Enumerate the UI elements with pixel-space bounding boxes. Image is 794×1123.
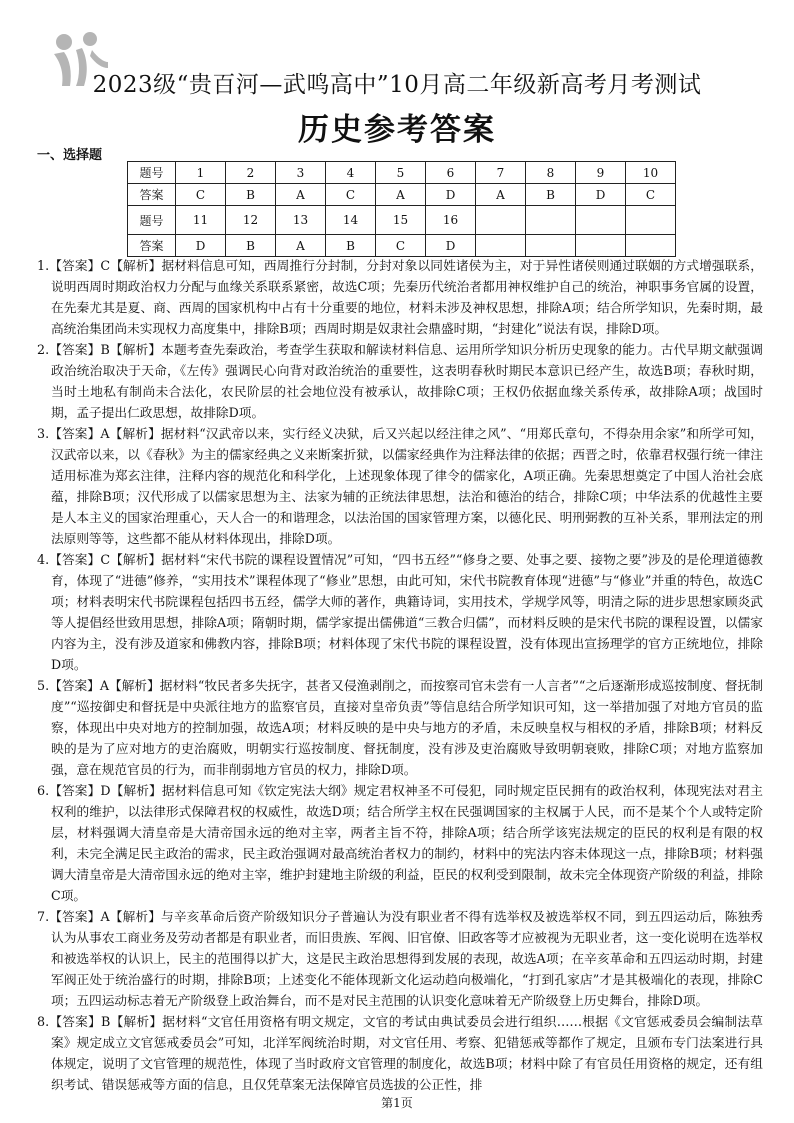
table-cell: 10 [626,162,676,184]
answer-table [127,161,676,257]
table-cell: D [176,235,226,257]
table-cell [576,235,626,257]
table-row [128,162,676,184]
explanation-item: 8.【答案】B【解析】据材料“文官任用资格有明文规定，文官的考试由典试委员会进行组织……根据《文官惩戒委员会编制法草案》规定成立文官惩戒委员会”可知，北洋军阀统治时期，对文官任用、考察、犯错惩戒等都作了规定，且颁布专门法案进行具体规定，说明了文官管理的规范性，体现了当时政府文官管理的制度化，故选B项；材料中除了有官员任用资格的规定，还有组织考试、错误惩戒等方面的信息，且仅凭草案无法保障官员选拔的公正性，排 [37,1014,763,1092]
table-cell: A [476,184,526,206]
table-cell [626,206,676,235]
table-cell: 15 [376,206,426,235]
table-cell: D [576,184,626,206]
table-cell [526,235,576,257]
table-row [128,235,676,257]
table-cell: B [226,184,276,206]
table-cell [576,206,626,235]
table-cell: 2 [226,162,276,184]
table-cell: 14 [326,206,376,235]
table-cell: D [426,235,476,257]
table-cell: 11 [176,206,226,235]
table-cell: C [626,184,676,206]
table-cell: C [326,184,376,206]
table-cell: 8 [526,162,576,184]
table-cell: 6 [426,162,476,184]
explanation-item: 4.【答案】C【解析】据材料“宋代书院的课程设置情况”可知，“四书五经”“修身之要、处事之要、接物之要”涉及的是伦理道德教育，体现了“进德”修养，“实用技术”课程体现了“修业”思想，由此可知，宋代书院教育体现“进德”与“修业”并重的特色，故选C项；材料表明宋代书院课程包括四书五经，儒学大师的著作，典籍诗词，实用技术，学规学风等，明清之际的进步思想家顾炎武等人提倡经世致用思想，排除A项；隋朝时期，儒学家提出儒佛道“三教合归儒”，而材料反映的是宋代书院的课程设置，以儒家内容为主，没有涉及道家和佛教内容，排除B项；材料体现了宋代书院的课程设置，没有体现出宣扬理学的官方正统地位，排除D项。 [37,552,763,672]
table-cell: 9 [576,162,626,184]
table-cell: B [526,184,576,206]
section-label: 一、选择题 [37,148,103,163]
table-row [128,206,676,235]
table-cell [476,235,526,257]
explanation-item: 1.【答案】C【解析】据材料信息可知，西周推行分封制，分封对象以同姓诸侯为主，对于异性诸侯则通过联姻的方式增强联系，说明西周时期政治权力分配与血缘关系联系紧密，故选C项；先秦历代统治者都用神权维护自己的统治，神职事务官属的设置，在先秦尤其是夏、商、西周的国家机构中占有十分重要的地位，材料未涉及神权思想，排除A项；结合所学知识，先秦时期，最高统治集团尚未实现权力高度集中，排除B项；西周时期是奴隶社会鼎盛时期，“封建化”说法有误，排除D项。 [37,258,763,336]
table-row [128,184,676,206]
table-cell [626,235,676,257]
row-label: 答案 [128,235,176,257]
page-subtitle: 历史参考答案 [298,112,496,148]
table-cell: B [226,235,276,257]
answer-explanations [37,255,763,1095]
table-cell [476,206,526,235]
table-cell: A [376,184,426,206]
row-label: 答案 [128,184,176,206]
explanation-item: 7.【答案】A【解析】与辛亥革命后资产阶级知识分子普遍认为没有职业者不得有选举权及被选举权不同，到五四运动后，陈独秀认为从事农工商业务及劳动者都是有职业者，而旧贵族、军阀、旧官僚、旧政客等才应被视为无职业者，这一变化说明在选举权和被选举权的认识上，民主的范围得以扩大，这是民主政治思想得到发展的表现，故选A项；在辛亥革命和五四运动时期，封建军阀正处于统治盛行的时期，排除B项；上述变化不能体现新文化运动趋向极端化，“打到孔家店”才是其极端化的表现，排除C项；五四运动标志着无产阶级登上政治舞台，而不是对民主范围的认识变化意味着无产阶级登上历史舞台，排除D项。 [37,909,763,1008]
table-cell: 1 [176,162,226,184]
row-label: 题号 [128,206,176,235]
table-cell: A [276,235,326,257]
table-cell: C [176,184,226,206]
explanation-item: 5.【答案】A【解析】据材料“牧民者多失抚字，甚者又侵渔剥削之，而按察司官未尝有一人言者”“之后逐渐形成巡按制度、督抚制度”“巡按御史和督抚是中央派往地方的监察官员，直接对皇帝负责”等信息结合所学知识可知，这一举措加强了对地方官员的监察，体现出中央对地方的控制加强，故选A项；材料反映的是中央与地方的矛盾，未反映皇权与相权的矛盾，排除B项；材料反映的是为了应对地方的吏治腐败，明朝实行巡按制度、督抚制度，没有涉及吏治腐败导致明朝衰败，排除C项；对地方监察加强，意在规范官员的行为，而非削弱地方官员的权力，排除D项。 [37,678,763,777]
table-cell: 7 [476,162,526,184]
page-number: 第1页 [381,1096,413,1110]
table-cell: 16 [426,206,476,235]
table-cell: 4 [326,162,376,184]
table-cell: 12 [226,206,276,235]
table-cell: B [326,235,376,257]
row-label: 题号 [128,162,176,184]
table-cell: C [376,235,426,257]
explanation-item: 3.【答案】A【解析】据材料“汉武帝以来，实行经义决狱，后又兴起以经注律之风”、“用郑氏章句，不得杂用余家”和所学可知，汉武帝以来，以《春秋》为主的儒家经典之义来断案折狱，以儒家经典作为注释法律的依据；西晋之时，依靠君权强行统一律注适用标准为郑玄注律，注释内容的规范化和科学化，上述现象体现了律令的儒家化，A项正确。先秦思想奠定了中国人治社会底蕴，排除B项；汉代形成了以儒家思想为主、法家为辅的正统法律思想，法治和德治的结合，排除C项；中华法系的优越性主要是人本主义的国家治理重心，天人合一的和谐理念，以法治国的国家管理方案，以德化民、明刑弼教的互补关系，罪刑法定的刑法原则等等，这些都不能从材料体现出，排除D项。 [37,426,763,546]
table-cell: 5 [376,162,426,184]
explanation-item: 2.【答案】B【解析】本题考查先秦政治，考查学生获取和解读材料信息、运用所学知识分析历史现象的能力。古代早期文献强调政治统治取决于天命，《左传》强调民心向背对政治统治的重要性，这表明春秋时期民本意识已经产生，故选B项；春秋时期，当时土地私有制尚未合法化，农民阶层的社会地位没有被承认，故排除C项；王权仍依据血缘关系传承，故排除A项；战国时期，孟子提出仁政思想，故排除D项。 [37,342,763,420]
table-cell: 3 [276,162,326,184]
table-cell: A [276,184,326,206]
table-cell: 13 [276,206,326,235]
table-cell: D [426,184,476,206]
page-title: 2023级“贵百河—武鸣高中”10月高二年级新高考月考测试 [92,72,702,98]
explanation-item: 6.【答案】D【解析】据材料信息可知《钦定宪法大纲》规定君权神圣不可侵犯，同时规定臣民拥有的政治权利，体现宪法对君主权利的维护，以法律形式保障君权的权威性，故选D项；结合所学主权在民强调国家的主权属于人民，而不是某个个人或特定阶层，材料强调大清皇帝是大清帝国永远的绝对主宰，两者主旨不符，排除A项；结合所学该宪法规定的臣民的权利是有限的权利，未完全满足民主政治的需求，民主政治强调对最高统治者权力的制约，材料中的宪法内容未体现这一点，排除B项；材料强调大清皇帝是大清帝国永远的绝对主宰，维护封建地主阶级的利益，臣民的权利受到限制，故未完全体现资产阶级的利益，排除C项。 [37,783,763,903]
table-cell [526,206,576,235]
